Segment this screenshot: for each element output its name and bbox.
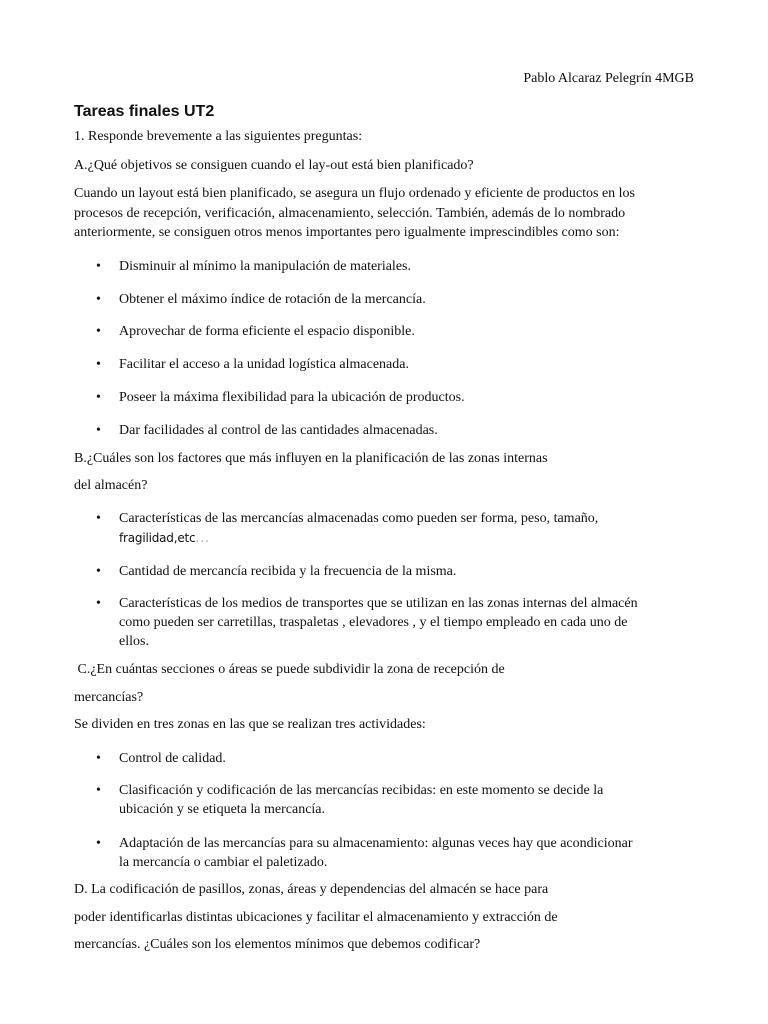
list-item: Características de las mercancías almacenadas como pueden ser forma, peso, tamaño, bbox=[119, 511, 599, 526]
bullet: • bbox=[96, 390, 101, 405]
bullet: • bbox=[96, 783, 101, 798]
list-item-continuation: la mercancía o cambiar el paletizado. bbox=[119, 855, 328, 870]
list-item: Poseer la máxima flexibilidad para la ubicación de productos. bbox=[119, 390, 465, 405]
list-item: Facilitar el acceso a la unidad logística almacenada. bbox=[119, 357, 409, 372]
page-title: Tareas finales UT2 bbox=[74, 103, 215, 120]
list-item: Adaptación de las mercancías para su almacenamiento: algunas veces hay que acondicionar bbox=[119, 836, 633, 851]
ellipsis: ... bbox=[195, 531, 210, 545]
list-item-continuation: ubicación y se etiqueta la mercancía. bbox=[119, 802, 326, 817]
bullet: • bbox=[96, 564, 101, 579]
list-item: Control de calidad. bbox=[119, 751, 226, 766]
question-intro: 1. Responde brevemente a las siguientes preguntas: bbox=[74, 129, 363, 144]
answer-c: Se dividen en tres zonas en las que se realizan tres actividades: bbox=[74, 717, 426, 732]
bullet: • bbox=[96, 511, 101, 526]
question-c-line-2: mercancías? bbox=[74, 690, 144, 705]
question-d-line-3: mercancías. ¿Cuáles son los elementos mínimos que debemos codificar? bbox=[74, 937, 481, 952]
list-item: Clasificación y codificación de las mercancías recibidas: en este momento se decide la bbox=[119, 783, 604, 798]
bullet: • bbox=[96, 596, 101, 611]
question-a: A.¿Qué objetivos se consiguen cuando el lay-out está bien planificado? bbox=[74, 158, 474, 173]
question-b-line-1: B.¿Cuáles son los factores que más influyen en la planificación de las zonas internas bbox=[74, 451, 548, 466]
list-item: Disminuir al mínimo la manipulación de materiales. bbox=[119, 259, 411, 274]
question-d-line-2: poder identificarlas distintas ubicaciones y facilitar el almacenamiento y extracción de bbox=[74, 910, 558, 925]
bullet: • bbox=[96, 751, 101, 766]
answer-a-line-3: anteriormente, se consiguen otros menos importantes pero igualmente imprescindibles como son: bbox=[74, 225, 620, 240]
answer-a-line-2: procesos de recepción, verificación, almacenamiento, selección. También, además de lo nombrado bbox=[74, 206, 626, 221]
answer-a-line-1: Cuando un layout está bien planificado, se asegura un flujo ordenado y eficiente de productos en los bbox=[74, 186, 635, 201]
bullet: • bbox=[96, 292, 101, 307]
author-line: Pablo Alcaraz Pelegrín 4MGB bbox=[523, 71, 694, 86]
list-item-fragment: fragilidad,etc bbox=[119, 531, 196, 545]
bullet: • bbox=[96, 324, 101, 339]
list-item-continuation: ellos. bbox=[119, 634, 149, 649]
question-c-line-1: C.¿En cuántas secciones o áreas se puede subdividir la zona de recepción de bbox=[74, 662, 505, 677]
list-item: Características de los medios de transportes que se utilizan en las zonas internas del almacén bbox=[119, 596, 638, 611]
list-item: Cantidad de mercancía recibida y la frecuencia de la misma. bbox=[119, 564, 457, 579]
bullet: • bbox=[96, 836, 101, 851]
list-item: Dar facilidades al control de las cantidades almacenadas. bbox=[119, 423, 438, 438]
bullet: • bbox=[96, 423, 101, 438]
bullet: • bbox=[96, 357, 101, 372]
list-item-continuation: como pueden ser carretillas, traspaletas , elevadores , y el tiempo empleado en cada uno de bbox=[119, 615, 628, 630]
list-item: Obtener el máximo índice de rotación de la mercancía. bbox=[119, 292, 426, 307]
list-item: Aprovechar de forma eficiente el espacio disponible. bbox=[119, 324, 415, 339]
bullet: • bbox=[96, 259, 101, 274]
list-item-continuation bbox=[119, 529, 210, 548]
question-b-line-2: del almacén? bbox=[74, 478, 148, 493]
question-d-line-1: D. La codificación de pasillos, zonas, áreas y dependencias del almacén se hace para bbox=[74, 882, 549, 897]
